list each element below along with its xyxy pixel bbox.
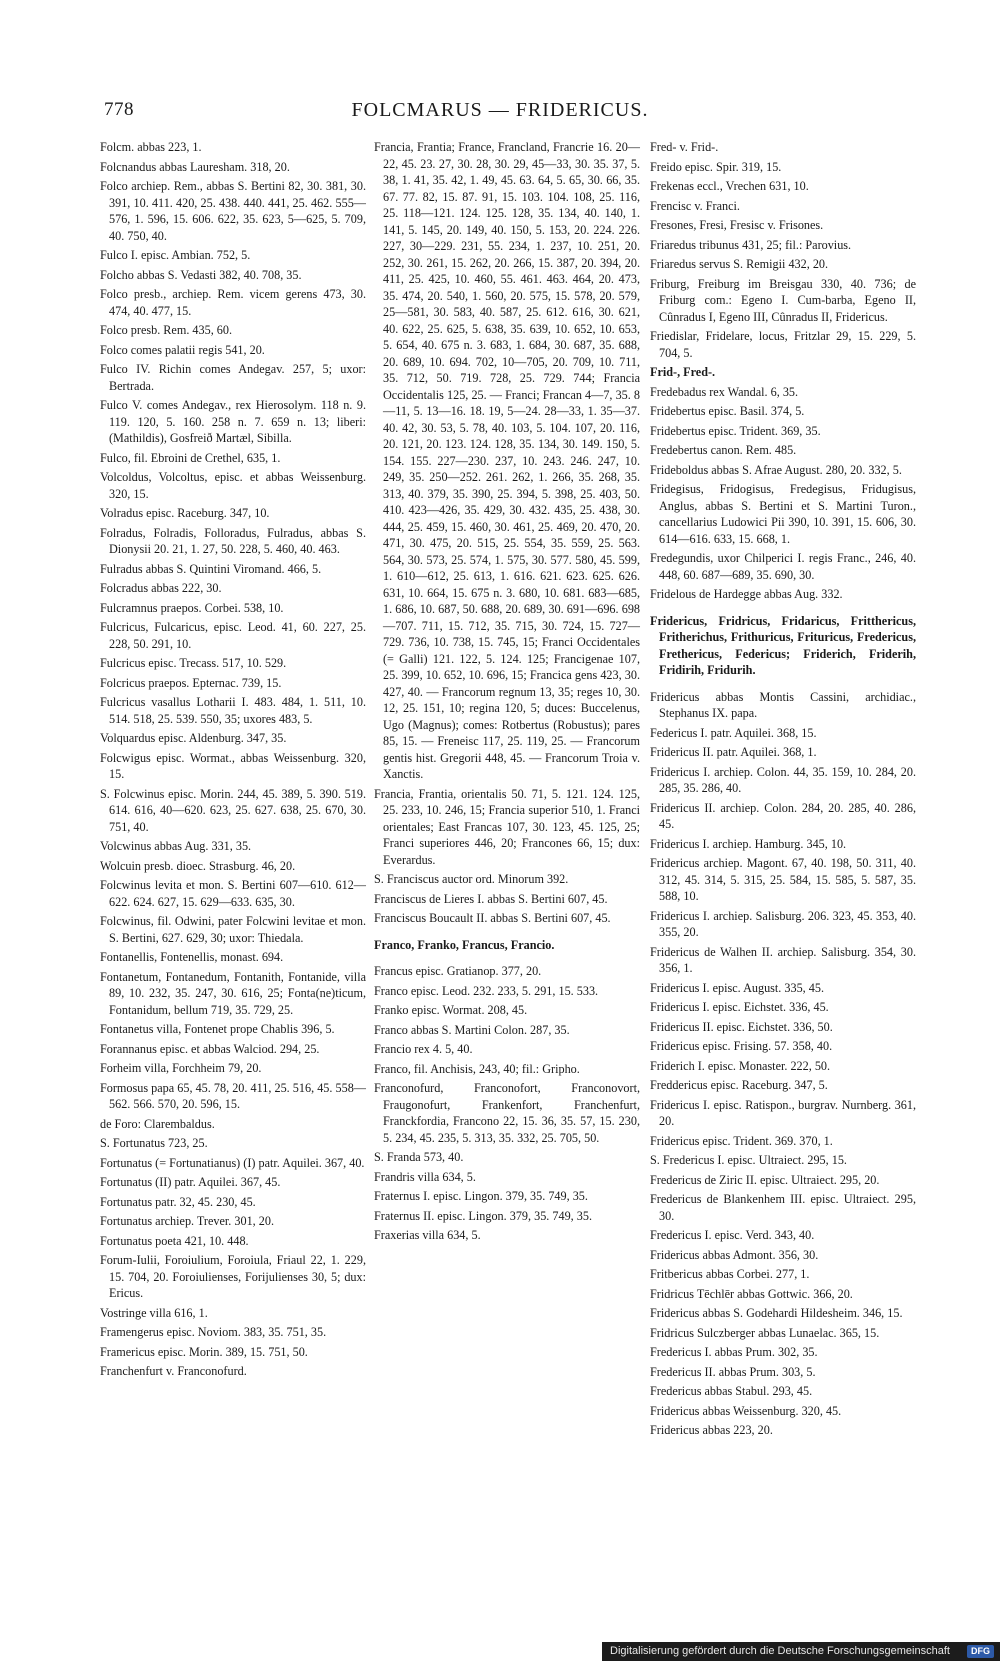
index-entry: Frencisc v. Franci. — [650, 198, 740, 213]
index-entry: Friburg, Freiburg im Breisgau 330, 40. 736; de Friburg com.: Egeno I. Cum-barba, Egeno II, Cûnradus I, Egeno III, Cûnradus II, Fridericus. — [650, 276, 916, 324]
index-group-heading: Franco, Franko, Francus, Francio. — [374, 937, 555, 952]
index-entry: Framengerus episc. Noviom. 383, 35. 751, 35. — [100, 1325, 327, 1339]
index-entry: Folcm. abbas 223, 1. — [100, 140, 202, 154]
index-entry: Fredebertus canon. Rem. 485. — [650, 443, 797, 457]
index-entry: Fridericus I. episc. Ratispon., burgrav. Nurnberg. 361, 20. — [650, 1097, 916, 1128]
index-entry: Folco presb., archiep. Rem. vicem gerens 473, 30. 474, 40. 477, 15. — [100, 287, 366, 318]
index-entry: de Foro: Clarembaldus. — [100, 1116, 215, 1131]
index-entry: Fridericus I. episc. August. 335, 45. — [650, 980, 824, 995]
index-entry: Friaredus servus S. Remigii 432, 20. — [650, 257, 829, 271]
index-entry: Vostringe villa 616, 1. — [100, 1305, 208, 1320]
index-entry: Franko episc. Wormat. 208, 45. — [374, 1003, 528, 1017]
index-entry: Volradus episc. Raceburg. 347, 10. — [100, 506, 270, 520]
index-entry: Fortunatus poeta 421, 10. 448. — [100, 1233, 249, 1248]
index-entry: Fulcricus, Fulcaricus, episc. Leod. 41, 60. 227, 25. 228, 50. 291, 10. — [100, 620, 366, 651]
index-entry: Framericus episc. Morin. 389, 15. 751, 50. — [100, 1344, 308, 1359]
index-entry: Fridebertus episc. Basil. 374, 5. — [650, 404, 805, 418]
index-entry: Franchenfurt v. Franconofurd. — [100, 1364, 247, 1378]
index-entry: Fridericus abbas 223, 20. — [650, 1423, 773, 1437]
footer-credit-bar — [602, 1642, 1000, 1661]
index-entry: Fontanetus villa, Fontenet prope Chablis 396, 5. — [100, 1022, 335, 1036]
index-entry: Fridebertus episc. Trident. 369, 35. — [650, 423, 821, 438]
page-number: 778 — [104, 99, 134, 120]
index-entry: Frandris villa 634, 5. — [374, 1169, 476, 1184]
index-entry: Fridericus I. archiep. Salisburg. 206. 323, 45. 353, 40. 355, 20. — [650, 908, 916, 939]
index-entry: Freddericus episc. Raceburg. 347, 5. — [650, 1078, 828, 1092]
index-entry: Franciscus de Lieres I. abbas S. Bertini 607, 45. — [374, 891, 608, 906]
index-entry: Fredegundis, uxor Chilperici I. regis Franc., 246, 40. 448, 60. 687—689, 35. 690, 30. — [650, 551, 916, 582]
index-entry: Federicus I. patr. Aquilei. 368, 15. — [650, 725, 817, 740]
index-entry: Folcho abbas S. Vedasti 382, 40. 708, 35. — [100, 267, 302, 282]
index-entry: Fontanellis, Fontenellis, monast. 694. — [100, 950, 284, 964]
index-entry: Fulco IV. Richin comes Andegav. 257, 5; uxor: Bertrada. — [100, 362, 366, 393]
index-entry: Volcwinus abbas Aug. 331, 35. — [100, 839, 252, 853]
index-entry: Franco abbas S. Martini Colon. 287, 35. — [374, 1022, 570, 1037]
index-entry: Fortunatus archiep. Trever. 301, 20. — [100, 1214, 274, 1228]
index-entry: Franciscus Boucault II. abbas S. Bertini 607, 45. — [374, 911, 611, 925]
index-entry: Fridericus abbas Weissenburg. 320, 45. — [650, 1403, 842, 1418]
funding-credit: Digitalisierung gefördert durch die Deutsche Forschungsgemeinschaft — [610, 1645, 950, 1657]
index-entry: Fortunatus (= Fortunatianus) (I) patr. Aquilei. 367, 40. — [100, 1155, 365, 1170]
index-entry: S. Folcwinus episc. Morin. 244, 45. 389, 5. 390. 519. 614. 616, 40—620. 623, 25. 627. 638, 25. 670, 30. 751, 40. — [100, 786, 366, 834]
index-entry: Fridericus abbas Montis Cassini, archidiac., Stephanus IX. papa. — [650, 689, 916, 720]
index-entry: Franco, fil. Anchisis, 243, 40; fil.: Gripho. — [374, 1061, 580, 1076]
index-entry: Fridericus abbas Admont. 356, 30. — [650, 1247, 819, 1262]
index-entry: Fraternus I. episc. Lingon. 379, 35. 749, 35. — [374, 1189, 588, 1203]
index-entry: Fresones, Fresi, Fresisc v. Frisones. — [650, 218, 824, 232]
index-entry: Fridericus abbas S. Godehardi Hildesheim. 346, 15. — [650, 1306, 903, 1320]
index-entry: Volcoldus, Volcoltus, episc. et abbas Weissenburg. 320, 15. — [100, 470, 366, 501]
index-entry: Fraxerias villa 634, 5. — [374, 1228, 481, 1242]
index-entry: Folco presb. Rem. 435, 60. — [100, 323, 233, 337]
index-entry: Friderich I. episc. Monaster. 222, 50. — [650, 1058, 831, 1073]
index-entry: Fulcricus vasallus Lotharii I. 483. 484, 1. 511, 10. 514. 518, 25. 539. 550, 35; uxores 483, 5. — [100, 695, 366, 726]
index-entry: Folcnandus abbas Lauresham. 318, 20. — [100, 159, 290, 174]
index-entry: Fredebadus rex Wandal. 6, 35. — [650, 384, 799, 399]
index-entry: Folcwigus episc. Wormat., abbas Weissenburg. 320, 15. — [100, 750, 366, 781]
index-entry: Formosus papa 65, 45. 78, 20. 411, 25. 516, 45. 558—562. 566. 570, 20. 596, 15. — [100, 1080, 366, 1111]
index-entry: Folco archiep. Rem., abbas S. Bertini 82, 30. 381, 30. 391, 10. 411. 420, 25. 438. 440. 441, 25. 462. 555—576, 1. 596, 15. 606. 622, 35. 623, 5—625, 5. 709, 40. 750, 40. — [100, 179, 366, 243]
index-entry: Fridericus I. episc. Eichstet. 336, 45. — [650, 1000, 829, 1014]
index-entry: Fridericus II. episc. Eichstet. 336, 50. — [650, 1019, 833, 1034]
dfg-logo: DFG — [967, 1645, 994, 1658]
index-entry: Wolcuin presb. dioec. Strasburg. 46, 20. — [100, 858, 296, 873]
index-column-1 — [100, 139, 366, 1383]
index-entry: Fraternus II. episc. Lingon. 379, 35. 749, 35. — [374, 1208, 592, 1223]
index-entry: Fulco, fil. Ebroini de Crethel, 635, 1. — [100, 450, 281, 465]
index-entry: Fridericus episc. Trident. 369. 370, 1. — [650, 1133, 833, 1148]
index-entry: Friaredus tribunus 431, 25; fil.: Parovius. — [650, 237, 852, 252]
index-entry: Folcwinus, fil. Odwini, pater Folcwini levitae et mon. S. Bertini, 627. 629, 30; uxor: Thiedala. — [100, 914, 366, 945]
index-entry: Fulco I. episc. Ambian. 752, 5. — [100, 248, 251, 262]
index-entry: Fritbericus abbas Corbei. 277, 1. — [650, 1267, 810, 1281]
index-entry: Fridericus I. archiep. Colon. 44, 35. 159, 10. 284, 20. 285, 35. 286, 40. — [650, 764, 916, 795]
index-entry: Franconofurd, Franconofort, Franconovort, Fraugonofurt, Frankenfort, Franchenfurt, Franckfordia, Francono 22, 15. 36, 35. 57, 15. 230, 5. 234, 45. 235, 5. 313, 35. 332, 25. 705, 50. — [374, 1081, 640, 1145]
index-entry: Fridericus II. patr. Aquilei. 368, 1. — [650, 745, 817, 759]
index-entry: Forum-Iulii, Foroiulium, Foroiula, Friaul 22, 1. 229, 15. 704, 20. Foroiulienses, Forijulienses 30, 5; dux: Ericus. — [100, 1253, 366, 1300]
index-entry: Francia, Frantia, orientalis 50. 71, 5. 121. 124. 125, 25. 233, 10. 246, 15; Francia superior 510, 1. Franci orientales; East Francas 107, 30. 123, 45. 125, 25; Franci superiores 446, 20; Francones 66, 15; dux: Everardus. — [374, 786, 640, 867]
index-entry: Freido episc. Spir. 319, 15. — [650, 159, 782, 174]
running-head: FOLCMARUS — FRIDERICUS. — [351, 99, 649, 121]
index-entry: Volquardus episc. Aldenburg. 347, 35. — [100, 731, 287, 745]
index-entry: Forheim villa, Forchheim 79, 20. — [100, 1061, 262, 1075]
index-entry: Fulcramnus praepos. Corbei. 538, 10. — [100, 600, 284, 615]
index-entry: S. Fredericus I. episc. Ultraiect. 295, 15. — [650, 1153, 847, 1167]
index-group-heading: Fridericus, Fridricus, Fridaricus, Fritthericus, Fritherichus, Frithuricus, Frituricus, Fredericus, Frethericus, Federicus; Friderich, Friderih, Fridirih, Fridurih. — [650, 613, 916, 677]
index-entry: Frideboldus abbas S. Afrae August. 280, 20. 332, 5. — [650, 462, 902, 477]
index-entry: Fredericus I. episc. Verd. 343, 40. — [650, 1228, 815, 1242]
index-entry: Fontanetum, Fontanedum, Fontanith, Fontanide, villa 89, 10. 232, 35. 247, 30. 616, 25; Fonta(ne)ticum, Fontanidum, bellum 719, 35. 729, 25. — [100, 969, 366, 1017]
index-column-3 — [650, 139, 916, 1442]
index-entry: Fridegisus, Fridogisus, Fredegisus, Fridugisus, Anglus, abbas S. Bertini et S. Martini Turon., cancellarius Ludowici Pii 390, 10. 391, 15. 606, 30. 614—616. 633, 15. 668, 1. — [650, 482, 916, 546]
index-entry: Frekenas eccl., Vrechen 631, 10. — [650, 179, 809, 193]
index-entry: S. Fortunatus 723, 25. — [100, 1136, 208, 1150]
index-group-heading: Frid-, Fred-. — [650, 365, 716, 379]
index-entry: Fridelous de Hardegge abbas Aug. 332. — [650, 587, 843, 601]
index-entry: Folco comes palatii regis 541, 20. — [100, 342, 265, 357]
index-entry: Fred- v. Frid-. — [650, 140, 719, 154]
index-entry: Fridericus de Walhen II. archiep. Salisburg. 354, 30. 356, 1. — [650, 944, 916, 975]
index-entry: Friedislar, Fridelare, locus, Fritzlar 29, 15. 229, 5. 704, 5. — [650, 329, 916, 360]
index-entry: Fridericus archiep. Magont. 67, 40. 198, 50. 311, 40. 312, 45. 314, 5. 315, 25. 584, 15. 585, 5. 587, 35. 588, 10. — [650, 856, 916, 903]
index-column-2 — [374, 139, 640, 1247]
index-entry: S. Franciscus auctor ord. Minorum 392. — [374, 872, 569, 886]
index-entry: Fulradus abbas S. Quintini Viromand. 466, 5. — [100, 561, 322, 576]
index-entry: Francio rex 4. 5, 40. — [374, 1042, 473, 1056]
index-entry: Fridricus Tēchlēr abbas Gottwic. 366, 20. — [650, 1286, 853, 1301]
index-entry: Folradus, Folradis, Folloradus, Fulradus, abbas S. Dionysii 20. 21, 1. 27, 50. 228, 5. 460, 40. 463. — [100, 525, 366, 556]
index-entry: Folcricus praepos. Epternac. 739, 15. — [100, 675, 282, 690]
index-entry: Folcwinus levita et mon. S. Bertini 607—610. 612—622. 624. 627, 15. 629—633. 635, 30. — [100, 878, 366, 909]
index-entry: Fortunatus (II) patr. Aquilei. 367, 45. — [100, 1175, 281, 1189]
index-entry: Fredericus II. abbas Prum. 303, 5. — [650, 1364, 816, 1379]
index-entry: Fulcricus episc. Trecass. 517, 10. 529. — [100, 656, 287, 670]
index-entry: Fortunatus patr. 32, 45. 230, 45. — [100, 1194, 256, 1209]
index-entry: Fredericus de Blankenhem III. episc. Ultraiect. 295, 30. — [650, 1192, 916, 1223]
index-entry: Fredericus I. abbas Prum. 302, 35. — [650, 1345, 818, 1359]
index-entry: Francus episc. Gratianop. 377, 20. — [374, 964, 542, 978]
index-entry: Fridericus episc. Frising. 57. 358, 40. — [650, 1039, 833, 1053]
index-entry: S. Franda 573, 40. — [374, 1150, 464, 1164]
index-entry: Fridericus I. archiep. Hamburg. 345, 10. — [650, 836, 847, 851]
index-entry: Forannanus episc. et abbas Walciod. 294, 25. — [100, 1041, 320, 1056]
index-entry: Fulco V. comes Andegav., rex Hierosolym. 118 n. 9. 119. 120, 5. 160. 258 n. 7. 659 n. 13; liberi: (Mathildis), Gosfreið Martæl, Sibilla. — [100, 398, 366, 445]
index-entry: Francia, Frantia; France, Francland, Francrie 16. 20—22, 45. 23. 27, 30. 28, 30. 29, 45—33, 30. 35. 37, 5. 38, 1. 41, 35. 42, 1. 49, 45. 63. 64, 5. 65, 30. 66, 35. 67. 77. 82, 15. 87. 91, 15. 103. 104. 108, 25. 116, 25. 118—121. 124. 125. 128, 35. 134, 40. 140, 1. 141, 5. 145, 20. 149, 40. 150, 5. 153, 20. 224. 226. 227, 30—229. 231, 55. 234, 1. 237, 10. 251, 20. 252, 30. 261, 15. 262, 20. 266, 15. 387, 20. 394, 20. 411, 25. 425, 10. 460, 55. 461. 463. 464, 20. 473, 35. 474, 20. 540, 1. 560, 20. 575, 15. 578, 20. 579, 25—581, 30. 583, 40. 587, 25. 612. 616, 30. 621, 40. 622, 25. 625, 5. 638, 35. 639, 10. 652, 10. 653, 5. 654, 40. 675 n. 3. 683, 1. 684, 30. 687, 35. 688, 20. 689, 10. 694. 702, 10—705, 20. 709, 10. 711, 35. 712, 50. 719. 728, 25. 729. 744; Francia Occidentalis 125, 25. — Franci; Francan 4—7, 35. 8—11, 5. 13—16. 18. 19, 5—24. 28—33, 1. 35—37. 40. 42, 30. 53, 5. 78, 40. 103, 5. 104. 107, 20. 116, 20. 121, 20. 123. 124. 128, 35. 134, 30. 149. 150, 5. 154. 155. 227—230. 237, 10. 243. 246. 247, 10. 249, 35. 250—252. 261. 262, 1. 266, 35. 268, 35. 313, 40. 379, 35. 390, 25. 394, 5. 398, 25. 403, 50. 410. 423—426, 35. 429, 30. 432. 435, 25. 438, 30. 444, 25. 459, 15. 460, 30. 461, 25. 469, 20. 470, 20. 471, 30. 475, 20. 515, 25. 554, 35. 559, 25. 563. 564, 30. 573, 25. 574, 1. 575, 30. 577. 580, 45. 599, 1. 610—612, 25. 613, 1. 616. 621. 623. 625. 626. 631, 10. 664, 15. 675 n. 3. 680, 10. 681. 683—685, 1. 686, 10. 687, 50. 688, 20. 689, 30. 691—696. 698—707. 711, 15. 712, 35. 715, 30. 724, 15. 727—729. 736, 10. 738, 15. 745, 15; Franci Occidentales (= Galli) 121. 122, 5. 124. 125; Francigenae 107, 25. 399, 10. 652, 10. 696, 15; Francica gens 423, 30. 427, 40. — Francorum regnum 13, 35; reges 10, 30. 12, 25. 151, 10; regina 120, 5; duces: Buccelenus, Ugo (Magnus); comes: Rotbertus (Robustus); pares 85, 15. — Freneisc 117, 25. 119, 25. — Francorum gentis hist. Gregorii 448, 45. — Francorum Troia v. Xanctis. — [374, 140, 640, 781]
index-entry: Franco episc. Leod. 232. 233, 5. 291, 15. 533. — [374, 983, 599, 998]
index-entry: Fredericus abbas Stabul. 293, 45. — [650, 1384, 813, 1398]
index-entry: Fredericus de Ziric II. episc. Ultraiect. 295, 20. — [650, 1172, 880, 1187]
index-entry: Folcradus abbas 222, 30. — [100, 581, 222, 595]
index-entry: Fridericus II. archiep. Colon. 284, 20. 285, 40. 286, 45. — [650, 800, 916, 831]
index-entry: Fridricus Sulczberger abbas Lunaelac. 365, 15. — [650, 1325, 880, 1340]
